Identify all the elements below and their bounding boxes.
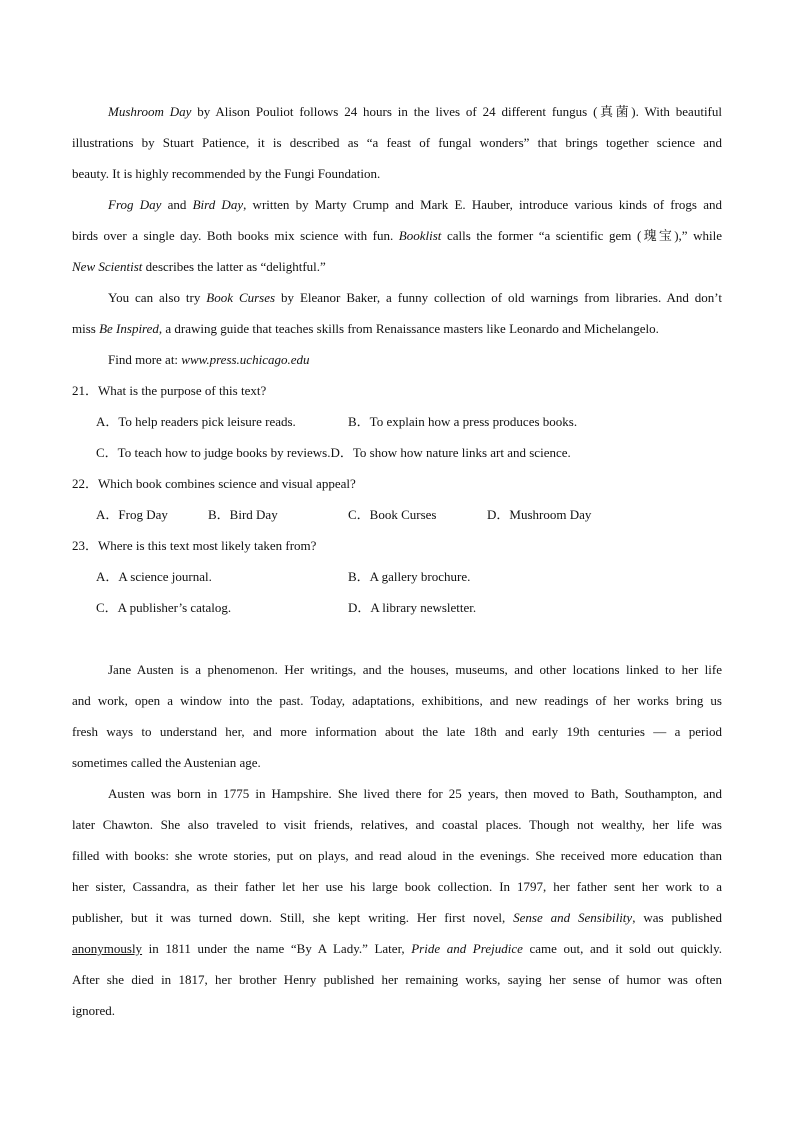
question-21-option-a: A．To help readers pick leisure reads. xyxy=(96,414,296,429)
paragraph-austen-life-line-7: After she died in 1817, her brother Henry published her remaining works, saying her sense of humor was often xyxy=(72,972,722,987)
question-23-option-b: B．A gallery brochure. xyxy=(348,569,471,584)
question-21-option-c: C．To teach how to judge books by reviews. xyxy=(96,445,331,460)
question-23-option-d: D．A library newsletter. xyxy=(348,600,477,615)
paragraph-frog-bird-line-1: Frog Day and Bird Day, written by Marty Crump and Mark E. Hauber, introduce various kinds of frogs and xyxy=(108,197,722,212)
question-22-option-d: D．Mushroom Day xyxy=(487,507,592,522)
book-title-sense-and-sensibility: Sense and Sensibility xyxy=(513,910,633,925)
paragraph-mushroom-line-2: illustrations by Stuart Patience, it is described as “a feast of fungal wonders” that brings together science and xyxy=(72,135,722,150)
question-23-option-a: A．A science journal. xyxy=(96,569,212,584)
underlined-word-anonymously: anonymously xyxy=(72,941,143,956)
find-more-line: Find more at: www.press.uchicago.edu xyxy=(108,352,310,367)
question-22-option-c: C．Book Curses xyxy=(348,507,437,522)
paragraph-austen-life-line-4: her sister, Cassandra, as their father let her use his large book collection. In 1797, her father sent her work to a xyxy=(72,879,722,894)
paragraph-austen-life-line-6: anonymously in 1811 under the name “By A Lady.” Later, Pride and Prejudice came out, and it sold out quickly. xyxy=(72,941,722,956)
paragraph-curses-line-1: You can also try Book Curses by Eleanor Baker, a funny collection of old warnings from libraries. And don’t xyxy=(108,290,722,305)
paragraph-austen-intro-line-4: sometimes called the Austenian age. xyxy=(72,755,261,770)
section-spacer xyxy=(72,623,722,654)
book-title-be-inspired: Be Inspired xyxy=(99,321,159,336)
paragraph-austen-life-line-5: publisher, but it was turned down. Still, she kept writing. Her first novel, Sense and Sensibility, was published xyxy=(72,910,722,925)
question-21-option-d: D．To show how nature links art and science. xyxy=(330,445,571,460)
question-22-option-a: A．Frog Day xyxy=(96,507,168,522)
paragraph-austen-intro-line-3: fresh ways to understand her, and more information about the late 18th and early 19th centuries — a period xyxy=(72,724,722,739)
book-title-book-curses: Book Curses xyxy=(206,290,276,305)
paragraph-austen-life-line-8: ignored. xyxy=(72,1003,115,1018)
question-21-row-1 xyxy=(72,406,722,437)
document-page xyxy=(72,96,722,1026)
question-22-row xyxy=(72,499,722,530)
book-title-pride-and-prejudice: Pride and Prejudice xyxy=(411,941,523,956)
paragraph-mushroom-line-1: Mushroom Day by Alison Pouliot follows 24 hours in the lives of 24 different fungus (真菌). With beautiful xyxy=(108,104,722,119)
paragraph-austen-intro-line-1: Jane Austen is a phenomenon. Her writings, and the houses, museums, and other locations linked to her life xyxy=(108,662,722,677)
paragraph-curses-line-2: miss Be Inspired, a drawing guide that teaches skills from Renaissance masters like Leonardo and Michelangelo. xyxy=(72,321,659,336)
book-title-bird-day: Bird Day xyxy=(192,197,244,212)
paragraph-austen-life-line-3: filled with books: she wrote stories, put on plays, and read aloud in the evenings. She received more education than xyxy=(72,848,722,863)
book-title-mushroom-day: Mushroom Day xyxy=(108,104,192,119)
question-23-option-c: C．A publisher’s catalog. xyxy=(96,600,232,615)
magazine-booklist: Booklist xyxy=(398,228,442,243)
question-23-row-1 xyxy=(72,561,722,592)
magazine-new-scientist: New Scientist xyxy=(72,259,143,274)
question-23-row-2 xyxy=(72,592,722,623)
paragraph-austen-life-line-2: later Chawton. She also traveled to visit friends, relatives, and coastal places. Though not wealthy, her life was xyxy=(72,817,722,832)
question-21-stem: 21．What is the purpose of this text? xyxy=(72,383,267,398)
paragraph-frog-bird-line-3: New Scientist describes the latter as “delightful.” xyxy=(72,259,326,274)
question-23-stem: 23．Where is this text most likely taken from? xyxy=(72,538,317,553)
paragraph-austen-life-line-1: Austen was born in 1775 in Hampshire. She lived there for 25 years, then moved to Bath, Southampton, and xyxy=(108,786,722,801)
website-url: www.press.uchicago.edu xyxy=(181,352,310,367)
question-22-option-b: B．Bird Day xyxy=(208,507,278,522)
paragraph-austen-intro-line-2: and work, open a window into the past. Today, adaptations, exhibitions, and new readings of her works bring us xyxy=(72,693,722,708)
paragraph-frog-bird-line-2: birds over a single day. Both books mix science with fun. Booklist calls the former “a scientific gem (瑰宝),” while xyxy=(72,228,722,243)
question-22-stem: 22．Which book combines science and visual appeal? xyxy=(72,476,356,491)
question-21-option-b: B．To explain how a press produces books. xyxy=(348,414,578,429)
question-21-row-2 xyxy=(72,437,722,468)
paragraph-mushroom-line-3: beauty. It is highly recommended by the Fungi Foundation. xyxy=(72,166,381,181)
book-title-frog-day: Frog Day xyxy=(108,197,162,212)
